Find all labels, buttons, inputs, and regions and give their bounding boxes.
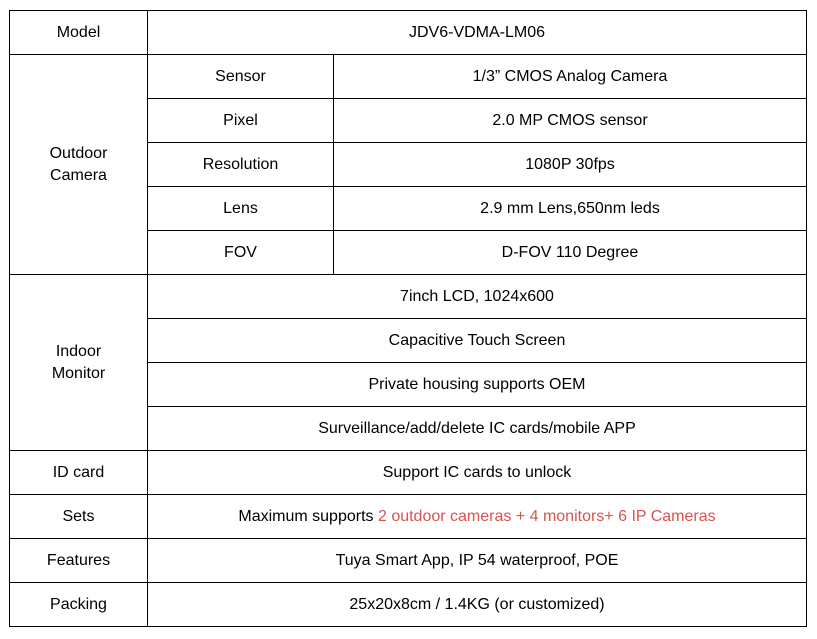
table-row-id-card bbox=[10, 451, 807, 495]
value-indoor-housing: Private housing supports OEM bbox=[148, 363, 807, 407]
spec-table bbox=[9, 10, 807, 627]
label-outdoor-line1: Outdoor bbox=[49, 144, 108, 162]
value-resolution: 1080P 30fps bbox=[334, 143, 807, 187]
label-sensor: Sensor bbox=[148, 55, 334, 99]
label-model: Model bbox=[10, 11, 148, 55]
value-sets bbox=[148, 495, 807, 539]
value-id-card: Support IC cards to unlock bbox=[148, 451, 807, 495]
sets-prefix-text: Maximum supports bbox=[238, 507, 378, 525]
label-outdoor-line2: Camera bbox=[50, 166, 107, 184]
label-fov: FOV bbox=[148, 231, 334, 275]
table-row-sets bbox=[10, 495, 807, 539]
table-row-packing bbox=[10, 583, 807, 627]
label-resolution: Resolution bbox=[148, 143, 334, 187]
value-fov: D-FOV 110 Degree bbox=[334, 231, 807, 275]
table-row-model bbox=[10, 11, 807, 55]
table-row-indoor-lcd bbox=[10, 275, 807, 319]
label-indoor-monitor bbox=[10, 275, 148, 451]
label-features: Features bbox=[10, 539, 148, 583]
label-sets: Sets bbox=[10, 495, 148, 539]
label-indoor-line2: Monitor bbox=[51, 364, 106, 382]
label-lens: Lens bbox=[148, 187, 334, 231]
table-row-sensor bbox=[10, 55, 807, 99]
value-indoor-touch: Capacitive Touch Screen bbox=[148, 319, 807, 363]
value-pixel: 2.0 MP CMOS sensor bbox=[334, 99, 807, 143]
label-indoor-line1: Indoor bbox=[55, 342, 102, 360]
value-features: Tuya Smart App, IP 54 waterproof, POE bbox=[148, 539, 807, 583]
label-outdoor-camera bbox=[10, 55, 148, 275]
value-indoor-lcd: 7inch LCD, 1024x600 bbox=[148, 275, 807, 319]
value-lens: 2.9 mm Lens,650nm leds bbox=[334, 187, 807, 231]
sets-highlight-text: 2 outdoor cameras + 4 monitors+ 6 IP Cameras bbox=[377, 507, 716, 525]
value-sensor: 1/3” CMOS Analog Camera bbox=[334, 55, 807, 99]
value-model: JDV6-VDMA-LM06 bbox=[148, 11, 807, 55]
value-packing: 25x20x8cm / 1.4KG (or customized) bbox=[148, 583, 807, 627]
label-id-card: ID card bbox=[10, 451, 148, 495]
value-indoor-surveillance: Surveillance/add/delete IC cards/mobile APP bbox=[148, 407, 807, 451]
label-packing: Packing bbox=[10, 583, 148, 627]
label-pixel: Pixel bbox=[148, 99, 334, 143]
table-row-features bbox=[10, 539, 807, 583]
